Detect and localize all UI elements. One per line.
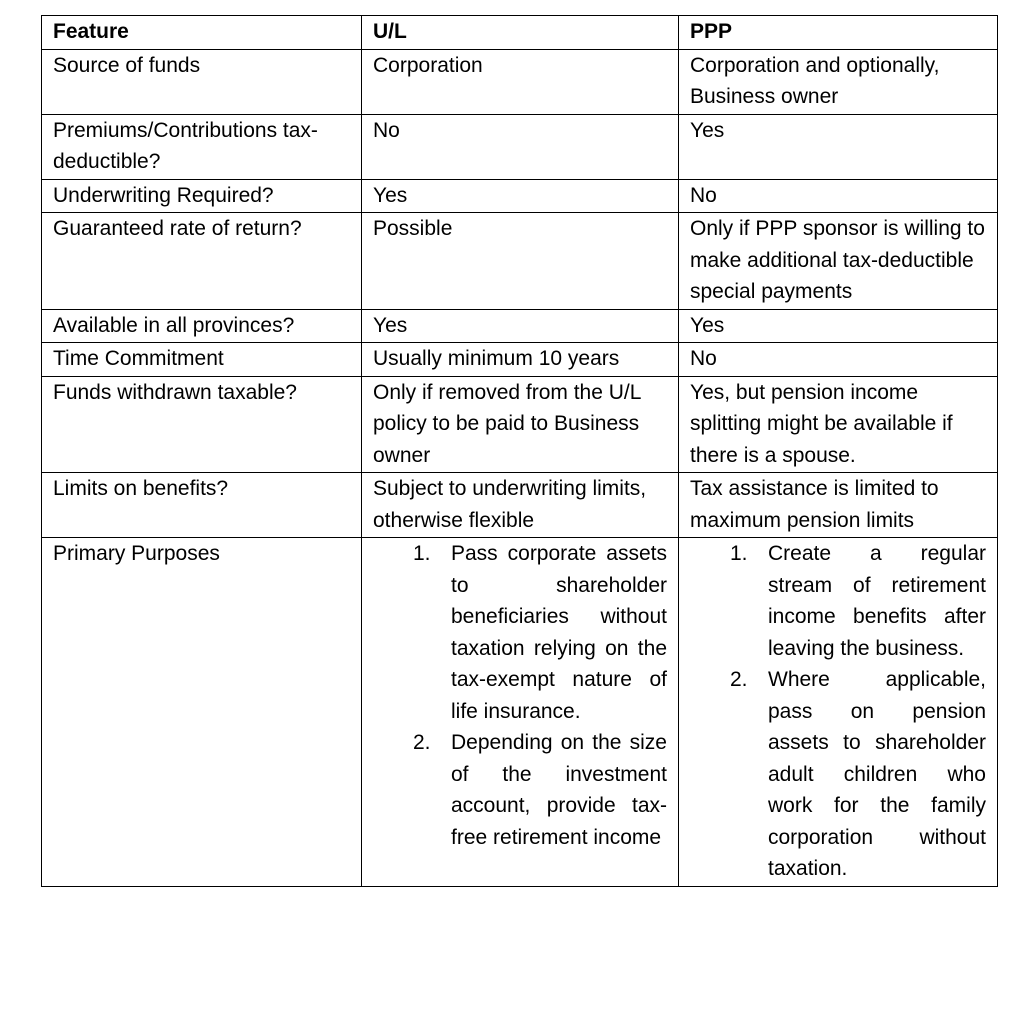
table-row <box>42 49 998 114</box>
table-row <box>42 473 998 538</box>
list-number: 1. <box>730 542 748 565</box>
feature-cell: Underwriting Required? <box>42 179 362 213</box>
ppp-cell: No <box>679 179 998 213</box>
table-row <box>42 343 998 377</box>
ppp-cell: Tax assistance is limited to maximum pension limits <box>679 473 998 538</box>
ppp-purposes-cell <box>679 538 998 887</box>
header-ul: U/L <box>362 16 679 50</box>
ppp-cell: Yes, but pension income splitting might be available if there is a spouse. <box>679 376 998 473</box>
feature-cell: Premiums/Contributions tax-deductible? <box>42 114 362 179</box>
list-text: Where applicable, pass on pension assets to shareholder adult children who work for the family corporation without taxation. <box>768 668 986 880</box>
list-text: Create a regular stream of retirement income benefits after leaving the business. <box>768 542 986 660</box>
list-text: Depending on the size of the investment account, provide tax-free retirement income <box>451 731 667 849</box>
list-item <box>413 538 667 727</box>
feature-cell: Time Commitment <box>42 343 362 377</box>
ppp-purposes-list <box>690 538 986 885</box>
list-number: 2. <box>413 731 431 754</box>
feature-cell: Funds withdrawn taxable? <box>42 376 362 473</box>
list-item <box>730 538 986 664</box>
header-feature: Feature <box>42 16 362 50</box>
ul-cell: Yes <box>362 179 679 213</box>
table-row <box>42 213 998 310</box>
ppp-cell: Only if PPP sponsor is willing to make additional tax-deductible special payments <box>679 213 998 310</box>
ul-purposes-cell <box>362 538 679 887</box>
table-row <box>42 114 998 179</box>
table-row <box>42 179 998 213</box>
comparison-table <box>41 15 998 887</box>
ppp-cell: Yes <box>679 309 998 343</box>
ul-cell: Only if removed from the U/L policy to be paid to Business owner <box>362 376 679 473</box>
feature-cell: Source of funds <box>42 49 362 114</box>
ul-cell: Possible <box>362 213 679 310</box>
list-item <box>730 664 986 885</box>
ppp-cell: Corporation and optionally, Business owner <box>679 49 998 114</box>
feature-cell: Primary Purposes <box>42 538 362 887</box>
header-ppp: PPP <box>679 16 998 50</box>
feature-cell: Available in all provinces? <box>42 309 362 343</box>
ul-cell: Corporation <box>362 49 679 114</box>
list-text: Pass corporate assets to shareholder beneficiaries without taxation relying on the tax-exempt nature of life insurance. <box>451 542 667 723</box>
list-item <box>413 727 667 853</box>
feature-cell: Limits on benefits? <box>42 473 362 538</box>
ul-cell: Usually minimum 10 years <box>362 343 679 377</box>
ul-cell: Subject to underwriting limits, otherwise flexible <box>362 473 679 538</box>
list-number: 2. <box>730 668 748 691</box>
ul-cell: No <box>362 114 679 179</box>
feature-cell: Guaranteed rate of return? <box>42 213 362 310</box>
table-row <box>42 376 998 473</box>
list-number: 1. <box>413 542 431 565</box>
ppp-cell: Yes <box>679 114 998 179</box>
ul-cell: Yes <box>362 309 679 343</box>
table-row <box>42 309 998 343</box>
ul-purposes-list <box>373 538 667 853</box>
ppp-cell: No <box>679 343 998 377</box>
table-row-primary-purposes <box>42 538 998 887</box>
header-row <box>42 16 998 50</box>
